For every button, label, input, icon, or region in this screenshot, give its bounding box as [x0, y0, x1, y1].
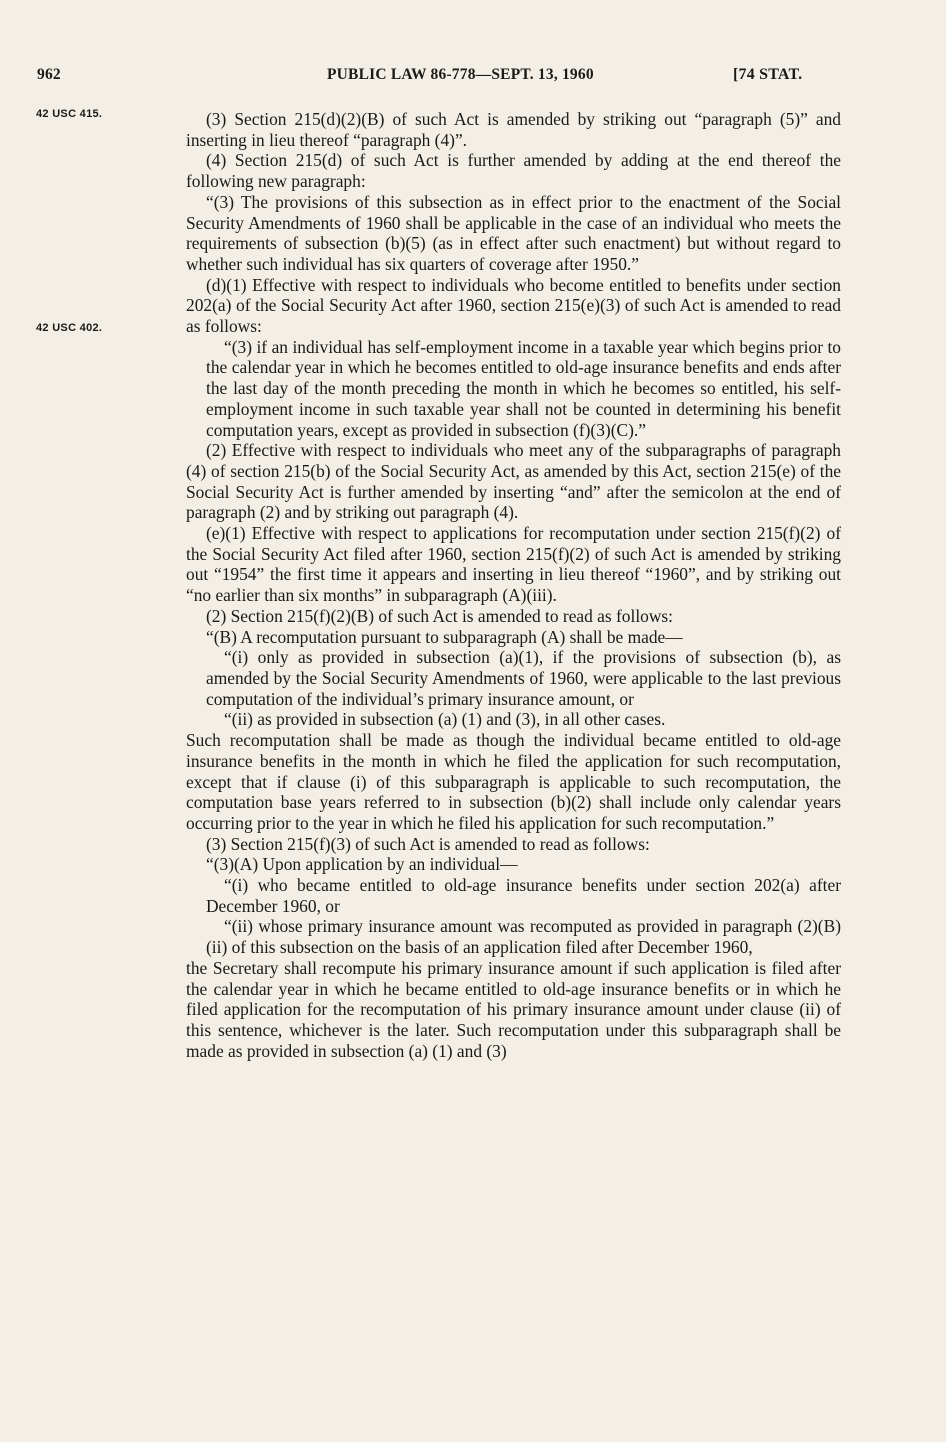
page-number: 962: [37, 66, 61, 83]
clause-3A-i: “(i) who became entitled to old-age insurance benefits under section 202(a) after December 1960, or: [206, 875, 841, 916]
paragraph-e3-quoted: “(3) if an individual has self-employment income in a taxable year which begins prior to the calendar year in which he becomes entitled to old-age insurance benefits and ends after the last day of the month preceding the month in which he becomes so entitled, his self-employment income in such taxable year shall not be counted in determining his benefit computation years, except as provided in subsection (f)(3)(C).”: [206, 336, 841, 440]
paragraph-d4: (4) Section 215(d) of such Act is further amended by adding at the end thereof the following new paragraph:: [186, 150, 841, 192]
statute-body: [186, 109, 841, 1061]
margin-citation-415: 42 USC 415.: [36, 108, 103, 120]
paragraph-3A-quoted: “(3)(A) Upon application by an individual—: [206, 854, 518, 875]
paragraph-d4-quoted: “(3) The provisions of this subsection as in effect prior to the enactment of the Social Security Amendments of 1960 shall be applicable in the case of an individual who meets the requirements of subsection (b)(5) (as in effect after such enactment) but without regard to whether such individual has six quarters of coverage after 1950.”: [186, 191, 841, 274]
clause-i: “(i) only as provided in subsection (a)(1), if the provisions of subsection (b), as amended by the Social Security Amendments of 1960, were applicable to the last previous computation of the individual’s primary insurance amount, or: [206, 647, 841, 709]
statute-volume: [74 STAT.: [733, 66, 803, 83]
paragraph-secretary-shall: the Secretary shall recompute his primary insurance amount if such application is filed after the calendar year in which he became entitled to old-age insurance benefits or in which he filed application for the recomputation of his primary insurance amount under clause (ii) of this sentence, whichever is the later. Such recomputation under this subparagraph shall be made as provided in subsection (a) (1) and (3): [186, 957, 841, 1061]
paragraph-e-1: (e)(1) Effective with respect to applications for recomputation under section 215(f)(2) of the Social Security Act filed after 1960, section 215(f)(2) of such Act is amended by striking out “1954” the first time it appears and inserting in lieu thereof “1960”, and by striking out “no earlier than six months” in subparagraph (A)(iii).: [186, 523, 841, 606]
margin-citation-402: 42 USC 402.: [36, 322, 103, 334]
clause-ii: “(ii) as provided in subsection (a) (1) and (3), in all other cases.: [224, 709, 666, 730]
clause-3A-ii: “(ii) whose primary insurance amount was recomputed as provided in paragraph (2)(B)(ii) of this subsection on the basis of an application filed after December 1960,: [206, 916, 841, 958]
paragraph-d3: (3) Section 215(d)(2)(B) of such Act is amended by striking out “paragraph (5)” and inserting in lieu thereof “paragraph (4)”.: [186, 109, 841, 150]
paragraph-e-3: (3) Section 215(f)(3) of such Act is amended to read as follows:: [206, 833, 650, 854]
paragraph-d-2: (2) Effective with respect to individuals who meet any of the subparagraphs of paragraph (4) of section 215(b) of the Social Security Act, as amended by this Act, section 215(e) of the Social Security Act is further amended by inserting “and” after the semicolon at the end of paragraph (2) and by striking out paragraph (4).: [186, 440, 841, 523]
paragraph-B-quoted: “(B) A recomputation pursuant to subparagraph (A) shall be made—: [206, 626, 683, 647]
paragraph-e-2: (2) Section 215(f)(2)(B) of such Act is amended to read as follows:: [206, 605, 674, 626]
paragraph-such-recomputation: Such recomputation shall be made as though the individual became entitled to old-age insurance benefits in the month in which he filed the application for such recomputation, except that if clause (i) of this subparagraph is applicable to such recomputation, the computation base years referred to in subsection (b)(2) shall include only calendar years occurring prior to the year in which he filed his application for such recomputation.”: [186, 730, 841, 833]
paragraph-d-1: (d)(1) Effective with respect to individuals who become entitled to benefits under section 202(a) of the Social Security Act after 1960, section 215(e)(3) of such Act is amended to read as follows:: [186, 274, 841, 337]
page-header-title: PUBLIC LAW 86-778—SEPT. 13, 1960: [327, 66, 594, 83]
bleed-through-shadow: [845, 110, 935, 1010]
